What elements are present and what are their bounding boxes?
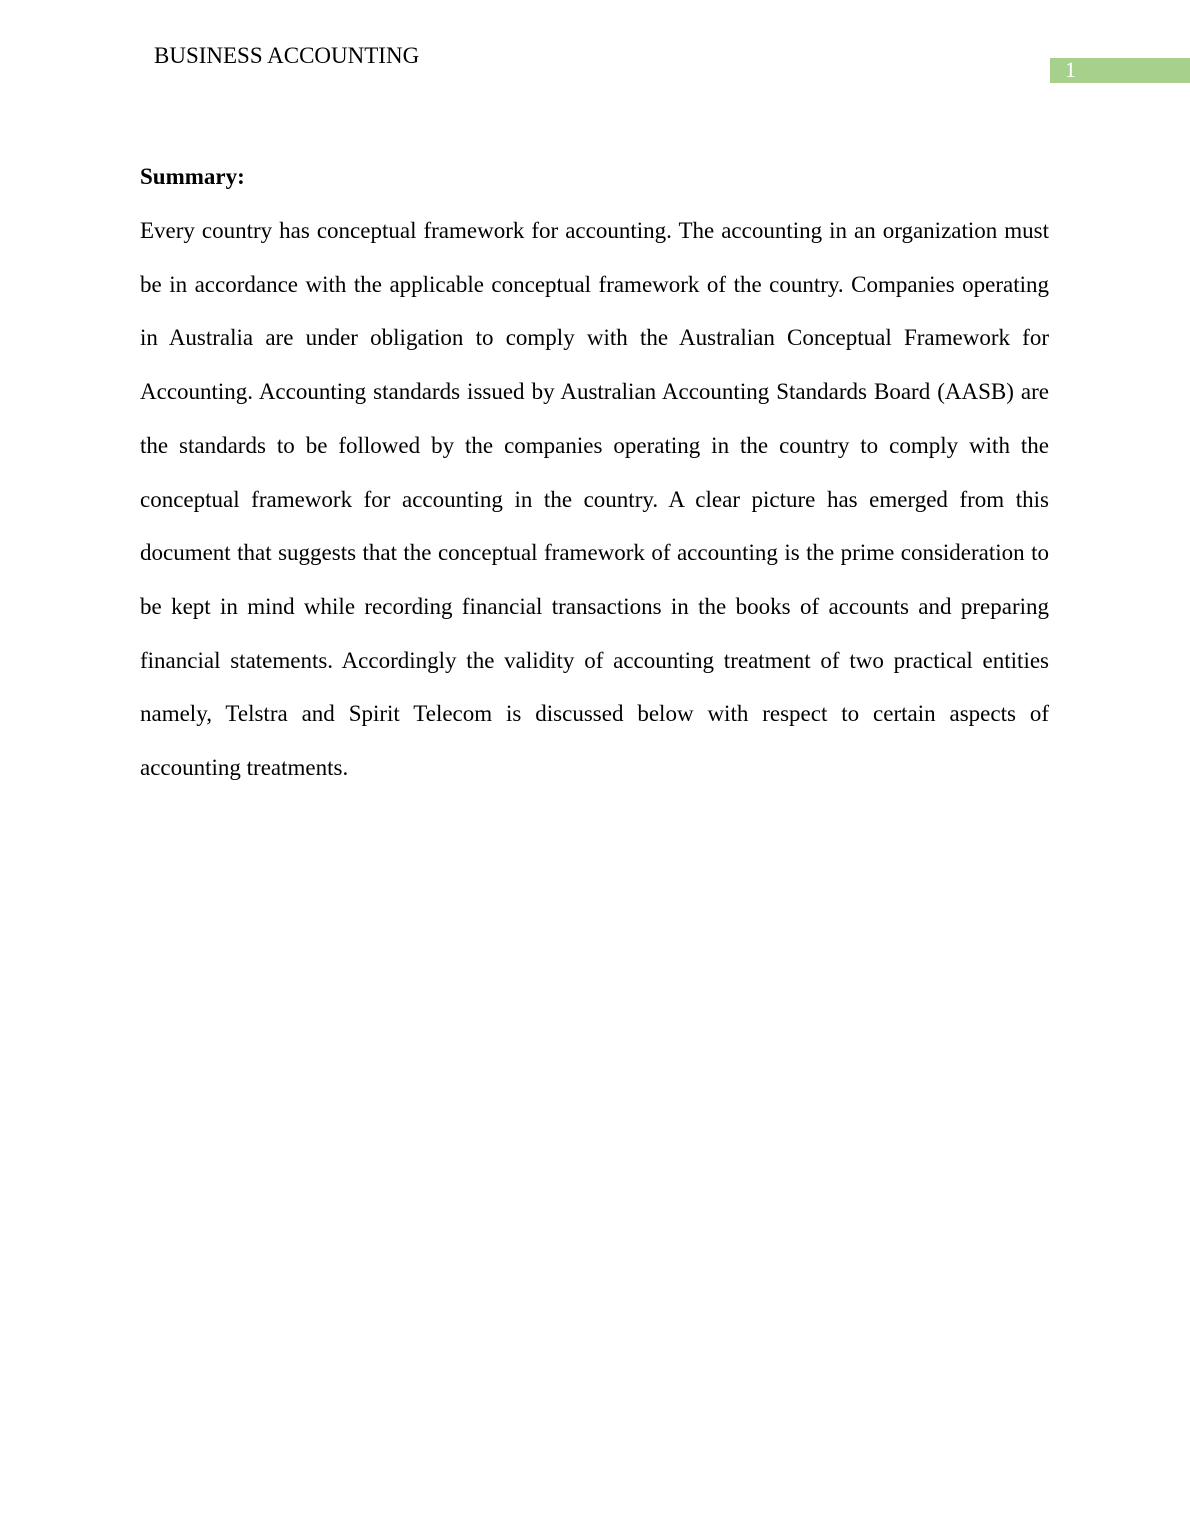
page-number: 1 <box>1065 57 1076 82</box>
page-number-badge <box>1050 58 1190 83</box>
summary-paragraph: Every country has conceptual framework for accounting. The accounting in an organization must be in accordance with the applicable conceptual framework of the country. Companies operating in Australia are under obligation to comply with the Australian Conceptual Framework for Accounting. Accounting standards issued by Australian Accounting Standards Board (AASB) are the standards to be followed by the companies operating in the country to comply with the conceptual framework for accounting in the country. A clear picture has emerged from this document that suggests that the conceptual framework of accounting is the prime consideration to be kept in mind while recording financial transactions in the books of accounts and preparing financial statements. Accordingly the validity of accounting treatment of two practical entities namely, Telstra and Spirit Telecom is discussed below with respect to certain aspects of accounting treatments. <box>140 218 1049 781</box>
running-header-title: BUSINESS ACCOUNTING <box>154 43 420 68</box>
section-heading: Summary: <box>140 164 245 189</box>
